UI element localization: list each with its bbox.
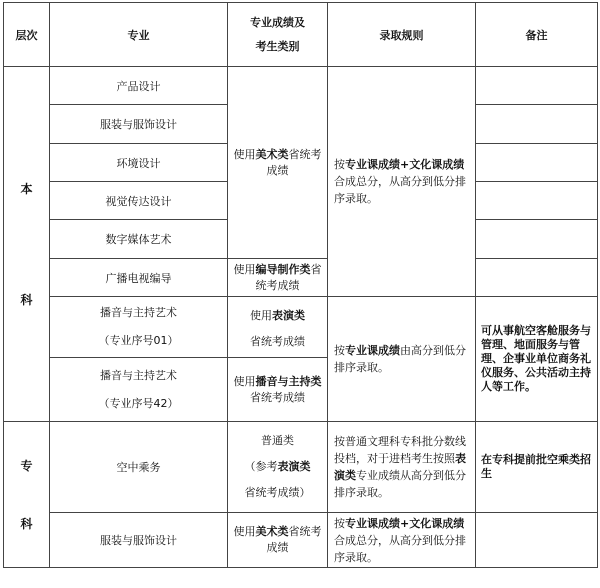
category-text: 省统考成绩 xyxy=(250,335,305,348)
major-seq: （专业序号01） xyxy=(98,334,179,347)
rule-text: 合成总分，从高分到低分排序录取。 xyxy=(334,175,466,205)
category-art-cell xyxy=(228,513,328,568)
rule-text: 合成总分，从高分到低分排序录取。 xyxy=(334,533,466,564)
category-text: 使用 xyxy=(233,147,256,161)
header-notes: 备注 xyxy=(476,3,598,67)
category-art-cell xyxy=(228,67,328,259)
category-text: 省统考成绩 xyxy=(255,262,322,292)
note-cell-empty xyxy=(476,105,598,144)
rule-text: 专业成绩从高分到低分排序录取。 xyxy=(334,469,466,499)
note-cell-empty xyxy=(476,182,598,220)
level-benke-char2: 科 xyxy=(20,292,33,307)
table-row xyxy=(4,259,598,297)
major-name: 播音与主持艺术 xyxy=(100,306,177,319)
note-cell-empty xyxy=(476,220,598,259)
header-score-type-line2: 考生类别 xyxy=(255,39,300,53)
category-bold: 播音与主持类 xyxy=(255,374,322,388)
category-bold: 表演类 xyxy=(272,309,305,322)
category-bold: 表演类 xyxy=(277,460,311,473)
major-cell: 环境设计 xyxy=(50,144,228,182)
major-cell: 空中乘务 xyxy=(50,422,228,513)
rule-bold: 专业课成绩+文化课成绩 xyxy=(345,158,465,171)
level-zhuanke-char2: 科 xyxy=(20,516,33,531)
rule-text: 按 xyxy=(334,158,345,171)
note-cell: 可从事航空客舱服务与管理、地面服务与管理、企事业单位商务礼仪服务、公共活动主持人等工作。 xyxy=(476,297,598,422)
header-row xyxy=(4,3,598,67)
note-cell-empty xyxy=(476,513,598,568)
note-cell: 在专科提前批空乘类招生 xyxy=(476,422,598,513)
category-bold: 美术类 xyxy=(255,147,289,161)
category-text: 使用 xyxy=(233,374,256,388)
category-edit-cell xyxy=(228,259,328,297)
rule-text: 按 xyxy=(334,516,345,530)
header-score-type-line1: 专业成绩及 xyxy=(250,15,305,29)
category-text: 使用 xyxy=(233,262,256,276)
major-name: 播音与主持艺术 xyxy=(100,368,177,382)
rule-cell xyxy=(328,297,476,422)
table-row xyxy=(4,513,598,568)
rule-text: 按 xyxy=(334,344,345,357)
note-cell-empty xyxy=(476,259,598,297)
major-cell: 产品设计 xyxy=(50,67,228,105)
rule-cell xyxy=(328,67,476,297)
rule-text: 按普通文理科专科批分数线投档，对于进档考生按照 xyxy=(334,435,466,465)
rule-bold: 专业课成绩+文化课成绩 xyxy=(345,516,465,530)
header-score-type xyxy=(228,3,328,67)
category-text: 省统考成绩） xyxy=(244,486,311,499)
major-cell xyxy=(50,358,228,422)
category-perf-cell xyxy=(228,297,328,358)
category-text: 省统考成绩 xyxy=(266,147,322,177)
note-cell-empty xyxy=(476,144,598,182)
rule-bold: 专业课成绩 xyxy=(345,344,400,357)
table-row xyxy=(4,67,598,105)
category-text: 省统考成绩 xyxy=(250,390,305,404)
major-cell: 数字媒体艺术 xyxy=(50,220,228,259)
level-benke-char1: 本 xyxy=(20,181,33,196)
category-common-cell xyxy=(228,422,328,513)
category-text: 省统考成绩 xyxy=(266,525,322,554)
category-host-cell xyxy=(228,358,328,422)
category-text: （参考 xyxy=(244,460,278,473)
header-rules: 录取规则 xyxy=(328,3,476,67)
rule-text: 由高分到低分排序录取。 xyxy=(334,344,466,374)
major-seq: （专业序号42） xyxy=(98,396,179,410)
category-text: 使用 xyxy=(250,309,272,322)
major-cell: 视觉传达设计 xyxy=(50,182,228,220)
category-bold: 编导制作类 xyxy=(255,262,311,276)
header-major: 专业 xyxy=(50,3,228,67)
category-text: 使用 xyxy=(233,525,256,538)
note-cell-empty xyxy=(476,67,598,105)
category-text: 普通类 xyxy=(261,434,294,447)
rule-cell xyxy=(328,513,476,568)
level-zhuanke-char1: 专 xyxy=(20,458,33,473)
major-cell: 广播电视编导 xyxy=(50,259,228,297)
header-level: 层次 xyxy=(4,3,50,67)
rule-cell xyxy=(328,422,476,513)
rule-bold: 表演类 xyxy=(334,452,466,482)
major-cell: 服装与服饰设计 xyxy=(50,105,228,144)
table-row xyxy=(4,297,598,358)
major-cell: 服装与服饰设计 xyxy=(50,513,228,568)
table-row xyxy=(4,422,598,513)
admission-rules-table xyxy=(3,2,598,568)
major-cell xyxy=(50,297,228,358)
category-bold: 美术类 xyxy=(255,525,289,538)
level-benke xyxy=(4,67,50,422)
level-zhuanke xyxy=(4,422,50,568)
